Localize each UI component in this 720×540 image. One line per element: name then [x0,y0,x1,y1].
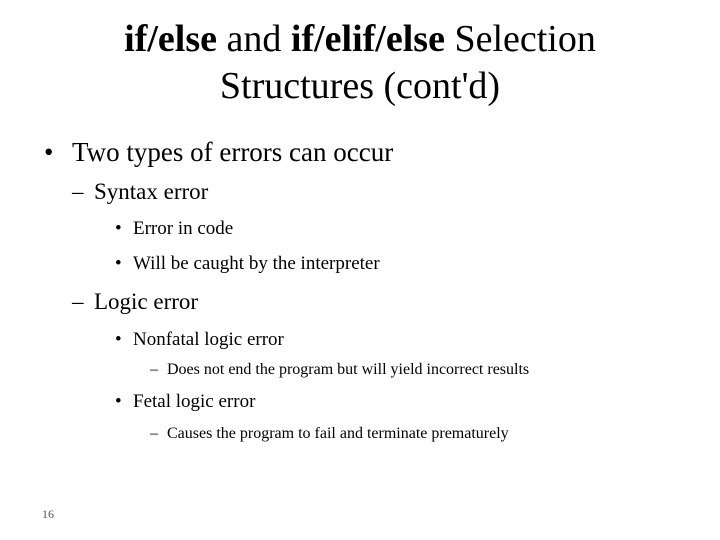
bullet-dot-icon: • [115,253,122,274]
bullet-logic-error [72,289,198,315]
nonfatal-detail [150,361,529,379]
fetal-detail-text: Causes the program to fail and terminate prematurely [167,425,509,442]
fetal-logic-error-text: Fetal logic error [133,391,256,412]
title-line-1 [0,16,720,63]
slide-title [0,16,720,110]
title-text-selection: Selection [444,18,596,60]
logic-error-label: Logic error [94,289,199,314]
bullet-dot-icon: • [115,391,122,412]
error-in-code-text: Error in code [133,218,234,239]
bullet-syntax-error [72,179,208,205]
title-text-and: and [217,18,291,60]
bullet-main-text: Two types of errors can occur [72,137,394,167]
bullet-caught-by-interpreter [115,253,380,275]
title-code-if-else: if/else [124,18,218,60]
bullet-nonfatal-logic-error [115,329,284,351]
bullet-dot-icon: • [44,137,54,167]
bullet-dot-icon: • [115,218,122,239]
bullet-error-in-code [115,218,233,240]
page-number: 16 [42,507,54,521]
nonfatal-logic-error-text: Nonfatal logic error [133,329,284,350]
caught-by-interpreter-text: Will be caught by the interpreter [133,253,380,274]
dash-icon: – [72,179,84,204]
dash-icon: – [72,289,84,314]
fetal-detail [150,425,509,443]
bullet-fetal-logic-error [115,391,255,413]
dash-icon: – [150,425,158,442]
syntax-error-label: Syntax error [94,179,209,204]
nonfatal-detail-text: Does not end the program but will yield incorrect results [167,361,530,378]
title-code-if-elif-else: if/elif/else [290,18,445,60]
bullet-dot-icon: • [115,329,122,350]
dash-icon: – [150,361,158,378]
title-line-2: Structures (cont'd) [219,65,501,107]
bullet-main [44,137,393,168]
